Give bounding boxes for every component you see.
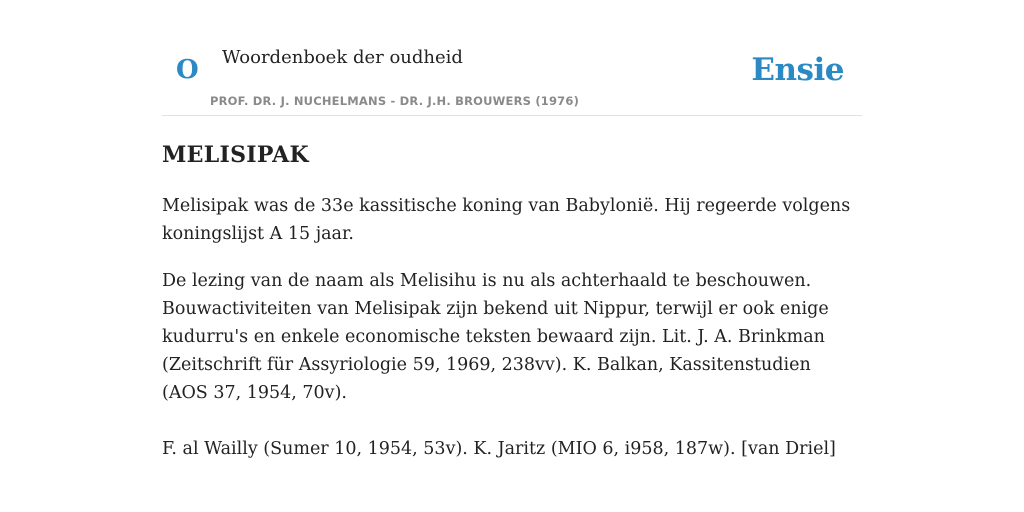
- entry-paragraph: F. al Wailly (Sumer 10, 1954, 53v). K. Jaritz (MIO 6, i958, 187w). [van Driel]: [162, 439, 836, 459]
- letter-index-link[interactable]: O: [176, 55, 199, 85]
- ensie-logo-link[interactable]: Ensie: [751, 52, 844, 88]
- page-header: [162, 0, 862, 116]
- entry-paragraph: Melisipak was de 33e kassitische koning van Babylonië. Hij regeerde volgens koningslijst A 15 jaar.: [162, 196, 851, 244]
- dictionary-page: [162, 0, 862, 512]
- book-authors: PROF. DR. J. NUCHELMANS - DR. J.H. BROUWERS (1976): [210, 94, 580, 108]
- entry-paragraph: De lezing van de naam als Melisihu is nu als achterhaald te beschouwen. Bouwactiviteiten van Melisipak zijn bekend uit Nippur, terwijl er ook enige kudurru's en enkele economische teksten bewaard zijn. Lit. J. A. Brinkman (Zeitschrift für Assyriologie 59, 1969, 238vv). K. Balkan, Kassitenstudien (AOS 37, 1954, 70v).: [162, 271, 829, 403]
- book-title-link[interactable]: Woordenboek der oudheid: [222, 47, 463, 68]
- entry-title: MELISIPAK: [162, 142, 309, 168]
